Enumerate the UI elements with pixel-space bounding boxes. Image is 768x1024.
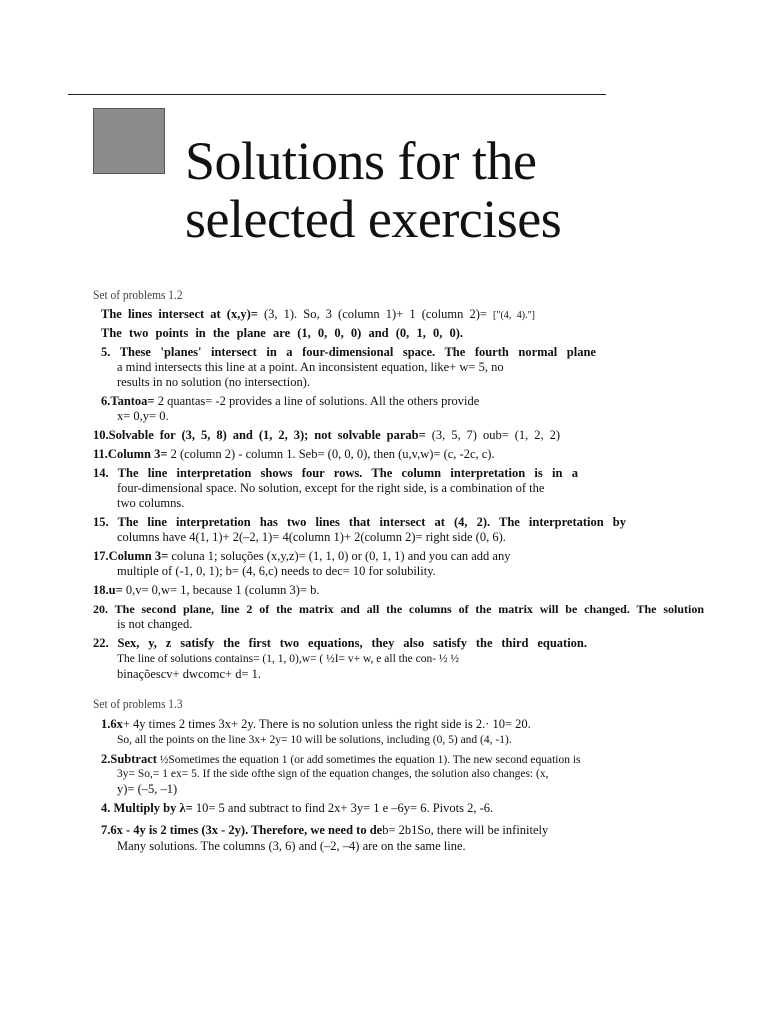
solution-line: y)= (–5, –1) bbox=[117, 782, 178, 796]
solution-line bbox=[93, 583, 320, 598]
solution-line bbox=[93, 636, 587, 651]
chapter-marker-box bbox=[93, 108, 165, 174]
line-text: b= 2b1So, there will be infinitely bbox=[382, 823, 549, 837]
line-text: + 4y times 2 times 3x+ 2y. There is no solution unless the right side is 2.· 10= 20. bbox=[122, 717, 531, 731]
line-text: (3, 1). So, 3 (column 1)+ 1 (column 2)= bbox=[257, 307, 494, 321]
line-text: ["(4, 4)."] bbox=[493, 310, 535, 321]
line-text: 5. These 'planes' intersect in a four-dimensional space. The fourth normal plane bbox=[101, 345, 596, 359]
line-text: coluna 1; soluções (x,y,z)= (1, 1, 0) or (0, 1, 1) and you can add any bbox=[168, 549, 511, 563]
line-text: 10= 5 and subtract to find 2x+ 3y= 1 e –6y= 6. Pivots 2, -6. bbox=[192, 801, 494, 815]
line-text: (3, 5, 7) oub= (1, 2, 2) bbox=[425, 428, 560, 442]
line-label: 2.Subtract bbox=[101, 752, 157, 766]
line-text: The two points in the plane are (1, 0, 0, 0) and (0, 1, 0, 0). bbox=[101, 326, 463, 340]
solution-line: a mind intersects this line at a point. An inconsistent equation, like+ w= 5, no bbox=[117, 360, 504, 374]
solution-line: two columns. bbox=[117, 496, 185, 510]
line-text: 2 (column 2) - column 1. Seb= (0, 0, 0), then (u,v,w)= (c, -2c, c). bbox=[167, 447, 495, 461]
solution-line: x= 0,y= 0. bbox=[117, 409, 169, 423]
solution-line bbox=[93, 447, 495, 462]
line-label: 18.u= bbox=[93, 583, 123, 597]
line-label: 6.Tantoa= bbox=[101, 394, 155, 408]
solution-line bbox=[101, 345, 596, 360]
line-text: 22. Sex, y, z satisfy the first two equations, they also satisfy the third equation. bbox=[93, 636, 587, 650]
solution-line bbox=[101, 307, 535, 323]
solution-line: is not changed. bbox=[117, 617, 193, 631]
line-text: 0,v= 0,w= 1, because 1 (column 3)= b. bbox=[122, 583, 320, 597]
solution-line bbox=[93, 466, 578, 481]
solution-line bbox=[101, 717, 531, 732]
section-heading-1-3: Set of problems 1.3 bbox=[93, 696, 183, 711]
solution-line bbox=[93, 549, 510, 564]
solution-line: So, all the points on the line 3x+ 2y= 10 will be solutions, including (0, 5) and (4, -1). bbox=[117, 734, 512, 746]
solution-line bbox=[93, 602, 704, 617]
line-label: 7.6x - 4y is 2 times (3x - 2y). Therefore, we need to de bbox=[101, 823, 383, 837]
solution-line: 3y= So,= 1 ex= 5. If the side ofthe sign of the equation changes, the solution also changes: (x, bbox=[117, 768, 549, 780]
solution-line: binaçõescv+ dwcomc+ d= 1. bbox=[117, 667, 262, 681]
solution-line: results in no solution (no intersection). bbox=[117, 375, 311, 389]
solution-line: four-dimensional space. No solution, except for the right side, is a combination of the bbox=[117, 481, 545, 495]
solution-line bbox=[101, 752, 581, 768]
solution-line bbox=[101, 801, 493, 816]
solution-line bbox=[93, 428, 560, 443]
line-text: 14. The line interpretation shows four rows. The column interpretation is in a bbox=[93, 466, 578, 480]
title-line-2: selected exercises bbox=[185, 189, 562, 249]
solution-line bbox=[101, 823, 548, 838]
solution-line bbox=[101, 394, 479, 409]
page-title bbox=[185, 132, 561, 248]
line-text: ½Sometimes the equation 1 (or add sometimes the equation 1). The new second equation is bbox=[156, 754, 581, 766]
line-label: 10.Solvable for (3, 5, 8) and (1, 2, 3); not solvable parab= bbox=[93, 428, 426, 442]
solution-line: columns have 4(1, 1)+ 2(–2, 1)= 4(column 1)+ 2(column 2)= right side (0, 6). bbox=[117, 530, 506, 544]
title-line-1: Solutions for the bbox=[185, 131, 537, 191]
solution-line: The line of solutions contains= (1, 1, 0),w= ( ½I= v+ w, e all the con- ½ ½ bbox=[117, 653, 460, 665]
line-text: 15. The line interpretation has two lines that intersect at (4, 2). The interpretation by bbox=[93, 515, 626, 529]
solution-line bbox=[93, 515, 626, 530]
line-label: The lines intersect at (x,y)= bbox=[101, 307, 258, 321]
line-label: 11.Column 3= bbox=[93, 447, 168, 461]
top-rule bbox=[68, 94, 606, 95]
line-text: 2 quantas= -2 provides a line of solutions. All the others provide bbox=[154, 394, 480, 408]
solution-line bbox=[101, 326, 463, 341]
line-text: 20. The second plane, line 2 of the matrix and all the columns of the matrix will be changed. The solution bbox=[93, 602, 704, 616]
line-label: 1.6x bbox=[101, 717, 123, 731]
line-label: 4. Multiply by λ= bbox=[101, 801, 193, 815]
solution-line: Many solutions. The columns (3, 6) and (–2, –4) are on the same line. bbox=[117, 839, 466, 853]
section-heading-1-2: Set of problems 1.2 bbox=[93, 287, 183, 302]
line-label: 17.Column 3= bbox=[93, 549, 169, 563]
solution-line: multiple of (-1, 0, 1); b= (4, 6,c) needs to dec= 10 for solubility. bbox=[117, 564, 436, 578]
